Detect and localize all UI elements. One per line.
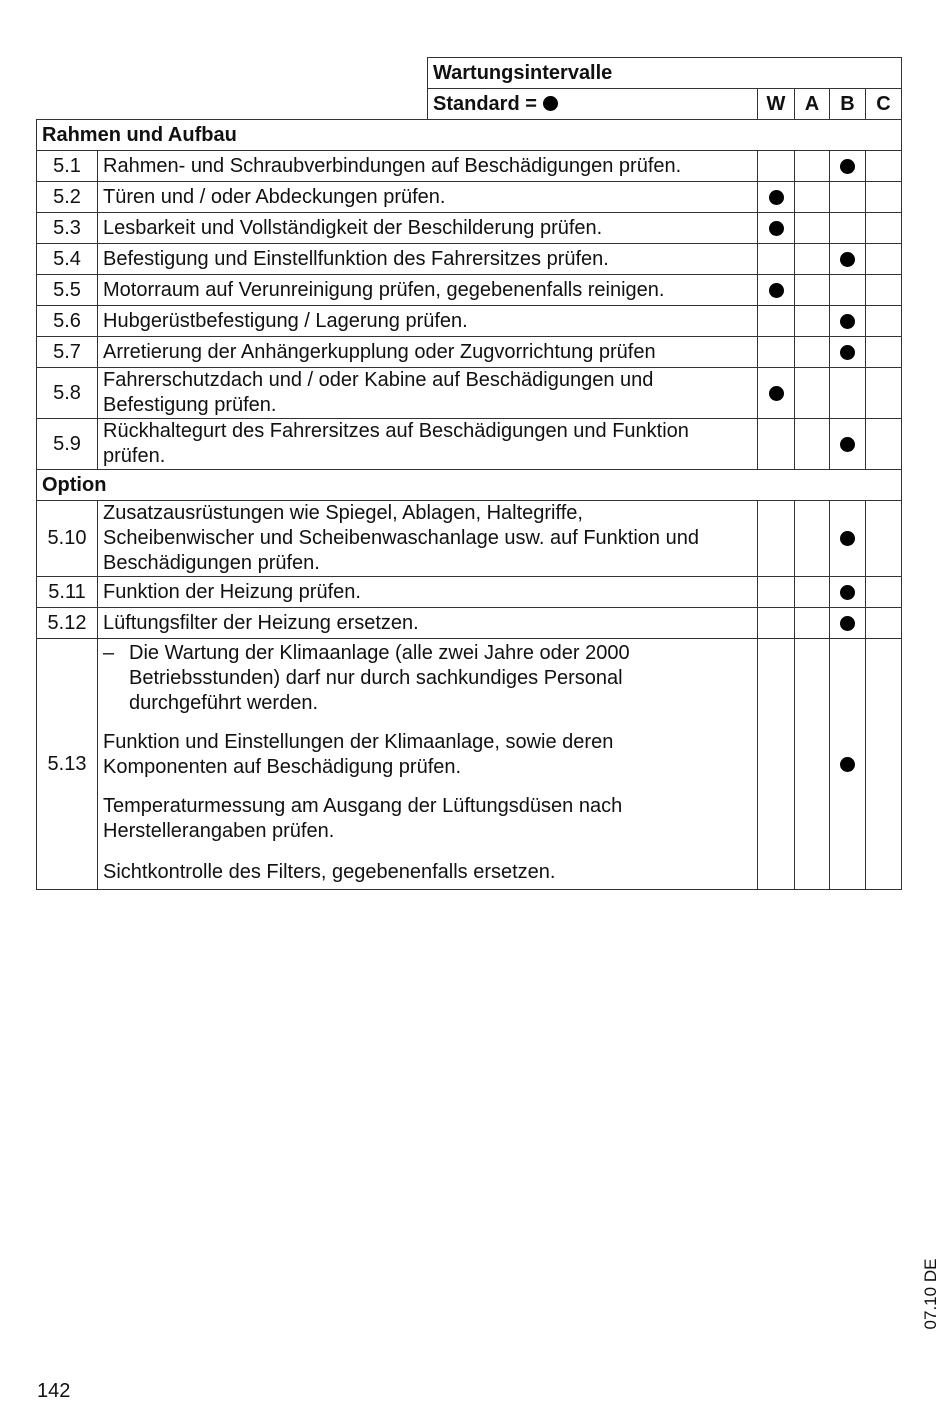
text-line: prüfen. <box>103 445 166 467</box>
interval-cell-w <box>758 213 795 244</box>
interval-cell-a <box>795 639 830 890</box>
standard-legend <box>428 89 758 120</box>
interval-cell-c <box>866 244 902 275</box>
text-line: Befestigung und Einstellfunktion des Fahrersitzes prüfen. <box>103 247 609 270</box>
interval-cell-b <box>830 306 866 337</box>
interval-cell-b <box>830 244 866 275</box>
item-number: 5.2 <box>37 182 98 213</box>
interval-cell-w <box>758 306 795 337</box>
table-row <box>37 244 902 275</box>
item-number: 5.12 <box>37 608 98 639</box>
text-line: Die Wartung der Klimaanlage (alle zwei Jahre oder 2000 <box>129 642 630 664</box>
section-title: Rahmen und Aufbau <box>37 120 902 151</box>
interval-cell-w <box>758 244 795 275</box>
text-line: Motorraum auf Verunreinigung prüfen, gegebenenfalls reinigen. <box>103 278 665 301</box>
filled-circle-icon <box>840 757 855 772</box>
item-number: 5.5 <box>37 275 98 306</box>
interval-cell-a <box>795 151 830 182</box>
text-line: Lüftungsfilter der Heizung ersetzen. <box>103 611 419 634</box>
item-description <box>98 306 758 337</box>
filled-circle-icon <box>840 314 855 329</box>
paragraph <box>103 860 752 885</box>
interval-cell-a <box>795 213 830 244</box>
intervals-title: Wartungsintervalle <box>428 58 902 89</box>
interval-cell-w <box>758 501 795 577</box>
interval-cell-b <box>830 368 866 419</box>
interval-cell-a <box>795 275 830 306</box>
interval-cell-a <box>795 368 830 419</box>
dash-bullet: – <box>103 642 115 664</box>
text-line: Rahmen- und Schraubverbindungen auf Beschädigungen prüfen. <box>103 154 682 177</box>
table-row <box>37 501 902 577</box>
text-line: durchgeführt werden. <box>129 692 319 714</box>
item-description <box>98 419 758 470</box>
table-row <box>37 337 902 368</box>
interval-cell-b <box>830 577 866 608</box>
filled-circle-icon <box>840 345 855 360</box>
column-header-w: W <box>758 89 795 120</box>
interval-cell-a <box>795 501 830 577</box>
interval-cell-a <box>795 337 830 368</box>
item-number: 5.10 <box>37 501 98 577</box>
filled-circle-icon <box>543 96 558 111</box>
column-header-b: B <box>830 89 866 120</box>
filled-circle-icon <box>769 221 784 236</box>
blank-header-area <box>37 58 428 120</box>
item-description <box>98 182 758 213</box>
item-description <box>98 639 758 890</box>
text-line: Arretierung der Anhängerkupplung oder Zugvorrichtung prüfen <box>103 340 656 363</box>
text-line: Rückhaltegurt des Fahrersitzes auf Beschädigungen und Funktion <box>103 420 689 442</box>
interval-cell-b <box>830 639 866 890</box>
interval-cell-a <box>795 608 830 639</box>
item-number: 5.13 <box>37 639 98 890</box>
interval-cell-w <box>758 368 795 419</box>
item-description <box>98 608 758 639</box>
item-description <box>98 244 758 275</box>
column-header-a: A <box>795 89 830 120</box>
interval-cell-c <box>866 577 902 608</box>
section-row <box>37 120 902 151</box>
filled-circle-icon <box>840 159 855 174</box>
item-description <box>98 275 758 306</box>
text-line: Hubgerüstbefestigung / Lagerung prüfen. <box>103 309 468 332</box>
text-line: Fahrerschutzdach und / oder Kabine auf Beschädigungen und <box>103 369 654 391</box>
interval-cell-w <box>758 639 795 890</box>
interval-cell-w <box>758 608 795 639</box>
interval-cell-w <box>758 337 795 368</box>
text-line: Betriebsstunden) darf nur durch sachkundiges Personal <box>129 667 623 689</box>
text-line: Lesbarkeit und Vollständigkeit der Beschilderung prüfen. <box>103 216 603 239</box>
item-number: 5.4 <box>37 244 98 275</box>
section-row <box>37 470 902 501</box>
filled-circle-icon <box>840 437 855 452</box>
table-row <box>37 213 902 244</box>
text-line: Komponenten auf Beschädigung prüfen. <box>103 756 462 778</box>
interval-cell-c <box>866 639 902 890</box>
interval-cell-b <box>830 213 866 244</box>
table-row <box>37 275 902 306</box>
interval-cell-b <box>830 151 866 182</box>
table-row <box>37 151 902 182</box>
paragraph <box>103 794 752 844</box>
interval-cell-c <box>866 151 902 182</box>
item-number: 5.11 <box>37 577 98 608</box>
interval-cell-b <box>830 337 866 368</box>
interval-cell-w <box>758 151 795 182</box>
item-number: 5.9 <box>37 419 98 470</box>
table-row <box>37 639 902 890</box>
interval-cell-a <box>795 306 830 337</box>
table-row <box>37 608 902 639</box>
text-line: Sichtkontrolle des Filters, gegebenenfalls ersetzen. <box>103 861 556 883</box>
page-number: 142 <box>37 1380 71 1402</box>
interval-cell-b <box>830 501 866 577</box>
text-line: Beschädigungen prüfen. <box>103 552 320 574</box>
interval-cell-w <box>758 419 795 470</box>
column-header-c: C <box>866 89 902 120</box>
interval-cell-a <box>795 419 830 470</box>
text-line: Scheibenwischer und Scheibenwaschanlage usw. auf Funktion und <box>103 527 699 549</box>
item-description <box>98 337 758 368</box>
filled-circle-icon <box>840 585 855 600</box>
item-description <box>98 368 758 419</box>
text-line: Temperaturmessung am Ausgang der Lüftungsdüsen nach <box>103 795 623 817</box>
document-code: 07.10 DE <box>921 1258 940 1330</box>
item-number: 5.6 <box>37 306 98 337</box>
item-description <box>98 501 758 577</box>
text-line: Funktion der Heizung prüfen. <box>103 580 361 603</box>
text-line: Befestigung prüfen. <box>103 394 277 416</box>
table-row <box>37 306 902 337</box>
item-number: 5.3 <box>37 213 98 244</box>
table-row <box>37 419 902 470</box>
interval-cell-b <box>830 275 866 306</box>
filled-circle-icon <box>769 386 784 401</box>
interval-cell-c <box>866 419 902 470</box>
filled-circle-icon <box>840 531 855 546</box>
filled-circle-icon <box>840 252 855 267</box>
table-row <box>37 577 902 608</box>
table-row <box>37 182 902 213</box>
paragraph <box>103 730 752 780</box>
interval-cell-c <box>866 337 902 368</box>
interval-cell-a <box>795 577 830 608</box>
filled-circle-icon <box>769 283 784 298</box>
filled-circle-icon <box>840 616 855 631</box>
item-description <box>98 577 758 608</box>
item-description <box>98 213 758 244</box>
item-number: 5.1 <box>37 151 98 182</box>
interval-cell-c <box>866 306 902 337</box>
text-line: Türen und / oder Abdeckungen prüfen. <box>103 185 446 208</box>
maintenance-table <box>36 57 902 890</box>
item-number: 5.8 <box>37 368 98 419</box>
interval-cell-c <box>866 275 902 306</box>
interval-cell-w <box>758 577 795 608</box>
interval-cell-w <box>758 275 795 306</box>
interval-cell-b <box>830 608 866 639</box>
interval-cell-c <box>866 213 902 244</box>
text-line: Herstellerangaben prüfen. <box>103 820 335 842</box>
interval-cell-c <box>866 368 902 419</box>
filled-circle-icon <box>769 190 784 205</box>
interval-cell-c <box>866 182 902 213</box>
interval-cell-a <box>795 244 830 275</box>
table-row <box>37 368 902 419</box>
interval-cell-c <box>866 608 902 639</box>
text-line: Funktion und Einstellungen der Klimaanlage, sowie deren <box>103 731 614 753</box>
text-line: Zusatzausrüstungen wie Spiegel, Ablagen, Haltegriffe, <box>103 502 583 524</box>
interval-cell-w <box>758 182 795 213</box>
item-description <box>98 151 758 182</box>
interval-cell-a <box>795 182 830 213</box>
standard-label: Standard = <box>433 92 537 115</box>
item-number: 5.7 <box>37 337 98 368</box>
dash-item-text <box>129 641 630 716</box>
dash-list-item <box>103 641 752 716</box>
section-title: Option <box>37 470 902 501</box>
interval-cell-b <box>830 182 866 213</box>
interval-cell-b <box>830 419 866 470</box>
interval-cell-c <box>866 501 902 577</box>
